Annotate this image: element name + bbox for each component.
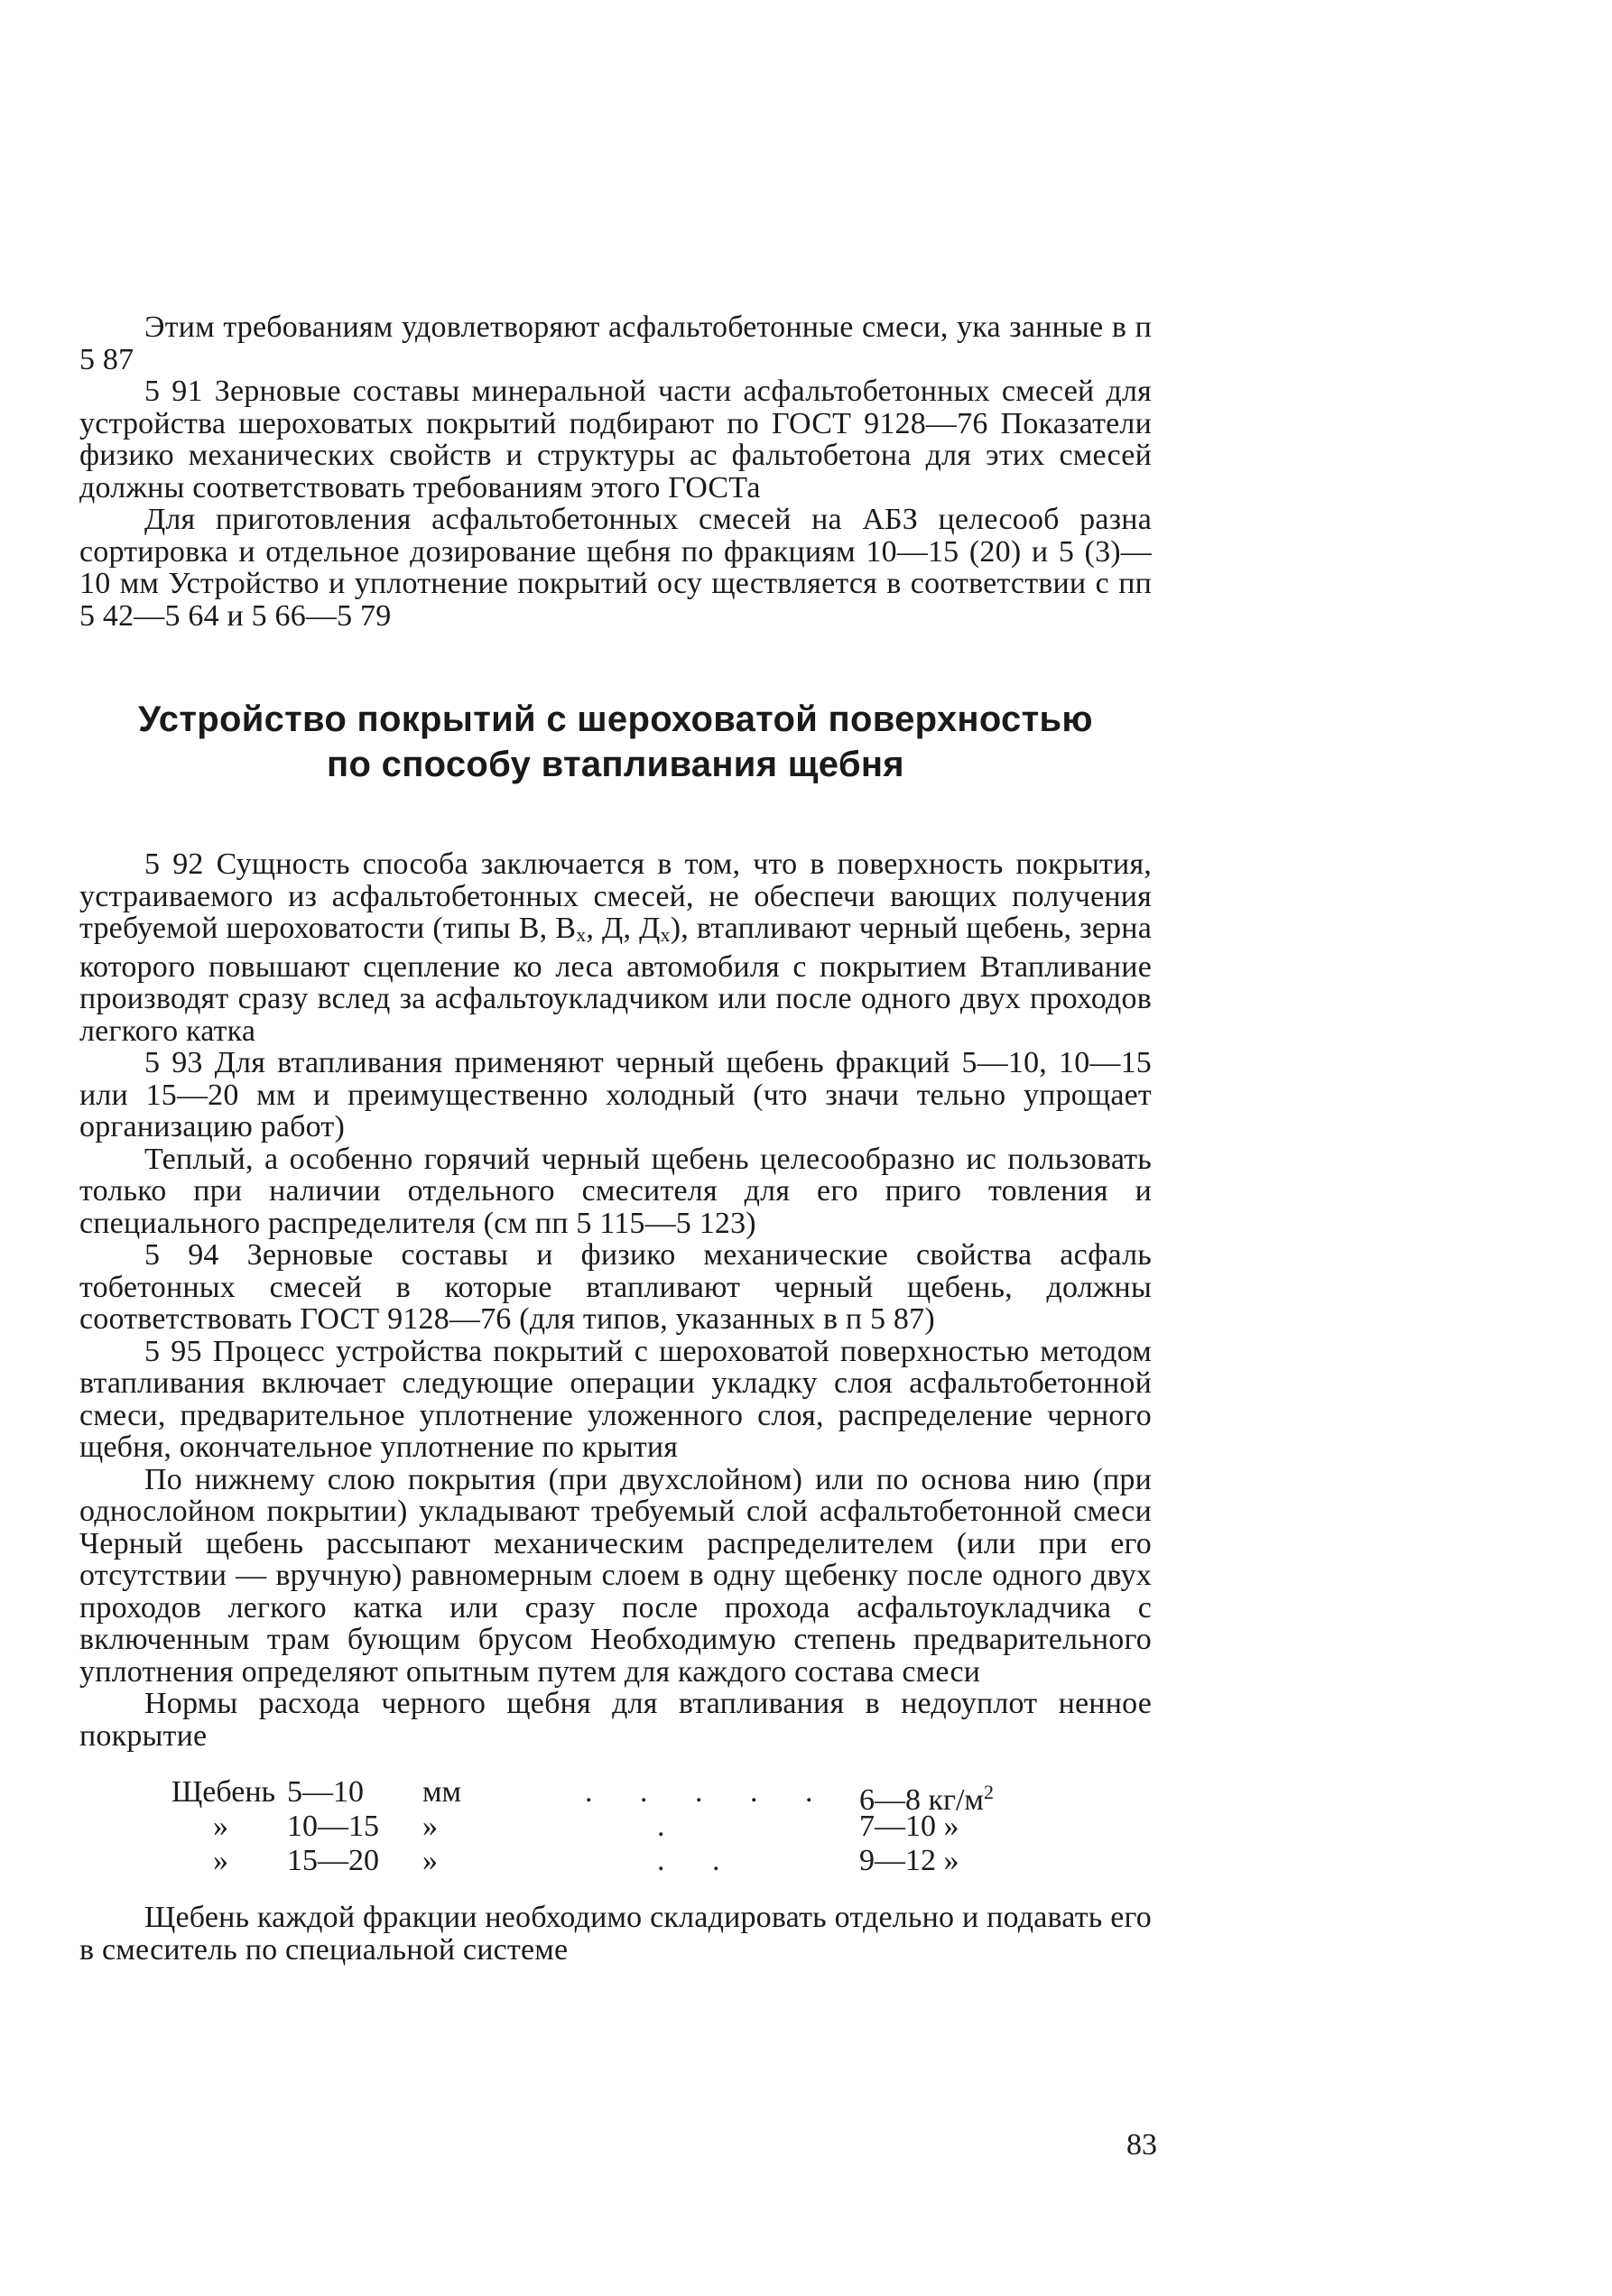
- paragraph-5-95: 5 95 Процесс устройства покрытий с шероховатой поверхностью методом втапливания включает следующие операции укладку слоя асфальтобетонной смеси, предварительное уплотнение уложенного слоя, распределение черного щебня, окончательное уплотнение по крытия: [79, 1334, 1152, 1464]
- paragraph-5-91: 5 91 Зерновые составы минеральной части асфальтобетонных смесей для устройства шероховатых покрытий подбирают по ГОСТ 9128—76 Показатели физико механических свойств и структуры ас фальтобетона для этих смесей должны соответствовать требованиям этого ГОСТа: [79, 375, 1152, 505]
- norms-rate: 7—10 »: [859, 1810, 959, 1843]
- document-page: [79, 311, 1152, 1966]
- norms-unit: »: [422, 1810, 438, 1843]
- norms-row: [79, 1844, 1152, 1878]
- page-number: 83: [1126, 2128, 1157, 2162]
- paragraph-last: Щебень каждой фракции необходимо складировать отдельно и подавать его в смеситель по специальной системе: [79, 1901, 1152, 1967]
- norms-size: 10—15: [287, 1810, 379, 1843]
- section-heading: [79, 697, 1152, 787]
- subscript-x: х: [576, 923, 587, 946]
- paragraph-5-92: [79, 848, 1152, 1047]
- norms-unit: »: [422, 1844, 438, 1877]
- norms-name: Щебень: [171, 1775, 276, 1809]
- norms-rate: 9—12 »: [859, 1844, 959, 1877]
- paragraph: Этим требованиям удовлетворяют асфальтобетонные смеси, ука занные в п 5 87: [79, 310, 1152, 376]
- subscript-x: х: [660, 923, 671, 946]
- norms-rate-value: 6—8 кг/м: [859, 1783, 984, 1817]
- norms-size: 5—10: [287, 1775, 364, 1809]
- superscript-2: 2: [983, 1781, 994, 1803]
- section-heading-line-1: Устройство покрытий с шероховатой поверхностью: [138, 699, 1093, 739]
- norms-unit: мм: [422, 1775, 462, 1809]
- norms-size: 15—20: [287, 1844, 379, 1877]
- norms-leader-dots: . .: [657, 1844, 740, 1877]
- norms-name: »: [213, 1810, 228, 1843]
- norms-row: [79, 1810, 1152, 1844]
- norms-table: [79, 1775, 1152, 1878]
- paragraph-5-92-part-c: ), втапливают черный щебень, зерна которого повышают сцепление ко леса автомобиля с покрытием Втапливание производят сразу вслед за асфальтоукладчиком или после одного двух проходов легкого катка: [79, 912, 1152, 1048]
- paragraph: Нормы расхода черного щебня для втапливания в недоуплот ненное покрытие: [79, 1687, 1152, 1753]
- paragraph-5-92-part-b: , Д, Д: [586, 912, 661, 945]
- paragraph-5-93: 5 93 Для втапливания применяют черный щебень фракций 5—10, 10—15 или 15—20 мм и преимущественно холодный (что значи тельно упрощает организацию работ): [79, 1046, 1152, 1143]
- norms-leader-dots: . . . . .: [585, 1775, 833, 1809]
- paragraph: По нижнему слою покрытия (при двухслойном) или по основа нию (при однослойном покрытии) укладывают требуемый слой асфальтобетонной смеси Черный щебень рассыпают механическим распределителем (или при его отсутствии — вручную) равномерным слоем в одну щебенку после одного двух проходов легкого катка или сразу после прохода асфальтоукладчика с включенным трам бующим брусом Необходимую степень предварительного уплотнения определяют опытным путем для каждого состава смеси: [79, 1462, 1152, 1689]
- norms-leader-dots: .: [657, 1810, 685, 1843]
- paragraph-5-92-part-a: 5 92 Сущность способа заключается в том, что в поверхность покрытия, устраиваемого из асфальтобетонных смесей, не обеспечи вающих получения требуемой шероховатости (типы В, В: [79, 847, 1152, 945]
- norms-name: »: [213, 1844, 228, 1877]
- section-heading-line-2: по способу втапливания щебня: [327, 745, 904, 784]
- norms-row: [79, 1775, 1152, 1817]
- paragraph: Для приготовления асфальтобетонных смесей на АБЗ целесооб разна сортировка и отдельное дозирование щебня по фракциям 10—15 (20) и 5 (3)—10 мм Устройство и уплотнение покрытий осу ществляется в соответствии с пп 5 42—5 64 и 5 66—5 79: [79, 503, 1152, 633]
- paragraph: Теплый, а особенно горячий черный щебень целесообразно ис пользовать только при наличии отдельного смесителя для его приго товления и специального распределителя (см пп 5 115—5 123): [79, 1142, 1152, 1240]
- paragraph-5-94: 5 94 Зерновые составы и физико механические свойства асфаль тобетонных смесей в которые втапливают черный щебень, должны соответствовать ГОСТ 9128—76 (для типов, указанных в п 5 87): [79, 1238, 1152, 1336]
